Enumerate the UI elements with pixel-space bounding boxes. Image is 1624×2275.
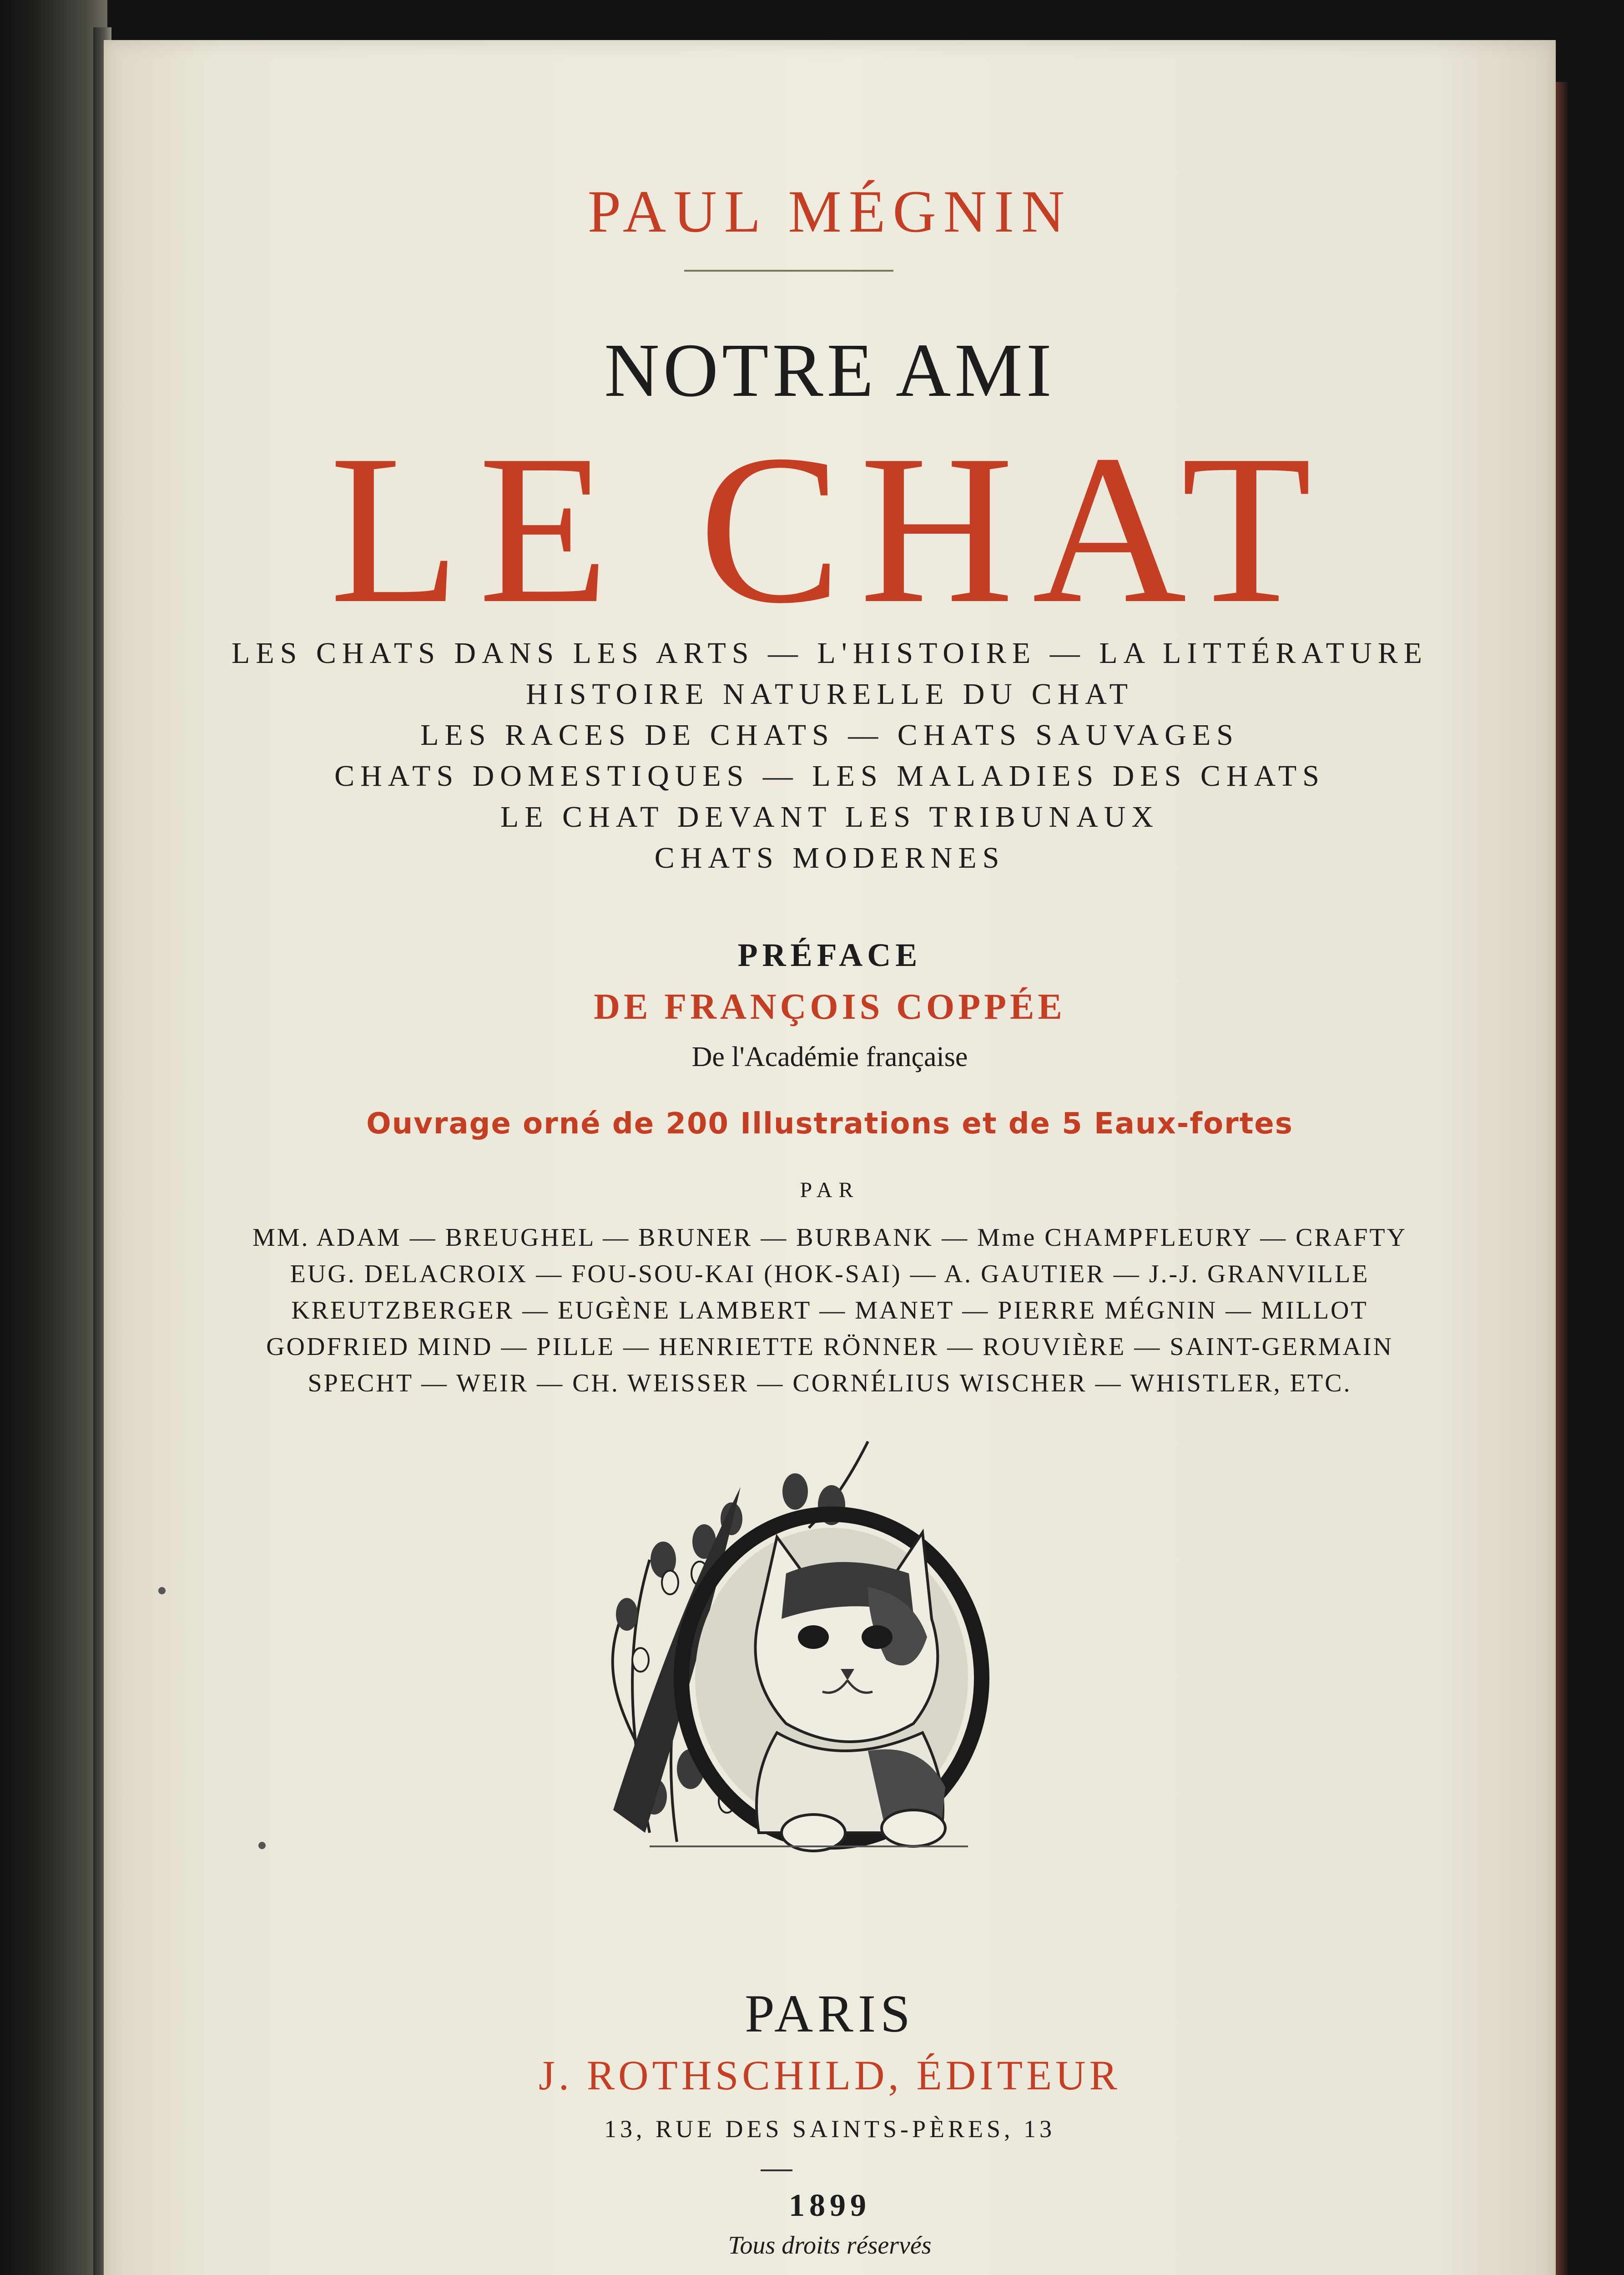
par-label: PAR bbox=[800, 1178, 860, 1202]
imprint-year: 1899 bbox=[789, 2188, 871, 2223]
illustrations-note: Ouvrage orné de 200 Illustrations et de 5 Eaux-fortes bbox=[366, 1107, 1293, 1141]
preface-label: PRÉFACE bbox=[737, 937, 922, 973]
imprint-city: PARIS bbox=[745, 1984, 915, 2043]
artists-line: MM. ADAM — BREUGHEL — BRUNER — BURBANK — Mme CHAMPFLEURY — CRAFTY bbox=[252, 1223, 1407, 1252]
topic-line: LES CHATS DANS LES ARTS — L'HISTOIRE — LA LITTÉRATURE bbox=[232, 637, 1428, 670]
author-name: PAUL MÉGNIN bbox=[587, 178, 1072, 245]
imprint-address: 13, RUE DES SAINTS-PÈRES, 13 bbox=[604, 2115, 1056, 2143]
imprint-rule bbox=[761, 2169, 792, 2171]
preface-affiliation: De l'Académie française bbox=[691, 1041, 968, 1072]
topic-line: LE CHAT DEVANT LES TRIBUNAUX bbox=[500, 800, 1160, 834]
paper-speck bbox=[158, 1587, 166, 1594]
topic-line: LES RACES DE CHATS — CHATS SAUVAGES bbox=[420, 718, 1239, 752]
artists-line: KREUTZBERGER — EUGÈNE LAMBERT — MANET — PIERRE MÉGNIN — MILLOT bbox=[291, 1296, 1368, 1325]
title-page bbox=[104, 40, 1556, 2275]
artists-line: SPECHT — WEIR — CH. WEISSER — CORNÉLIUS WISCHER — WHISTLER, ETC. bbox=[308, 1369, 1352, 1397]
paper-speck bbox=[258, 1842, 266, 1849]
imprint-rights: Tous droits réservés bbox=[728, 2231, 932, 2260]
preface-author: DE FRANÇOIS COPPÉE bbox=[594, 987, 1066, 1027]
topic-line: HISTOIRE NATURELLE DU CHAT bbox=[526, 677, 1134, 711]
cat-vignette-illustration bbox=[595, 1423, 1014, 1869]
artists-line: GODFRIED MIND — PILLE — HENRIETTE RÖNNER — ROUVIÈRE — SAINT-GERMAIN bbox=[266, 1333, 1393, 1361]
facing-page-edge bbox=[0, 0, 107, 2275]
book-title: LE CHAT bbox=[329, 410, 1330, 647]
topic-line: CHATS MODERNES bbox=[654, 841, 1005, 875]
artists-line: EUG. DELACROIX — FOU-SOU-KAI (HOK-SAI) — A. GAUTIER — J.-J. GRANVILLE bbox=[290, 1260, 1370, 1288]
ornamental-rule bbox=[684, 270, 893, 272]
subtitle: NOTRE AMI bbox=[604, 328, 1055, 413]
imprint-publisher: J. ROTHSCHILD, ÉDITEUR bbox=[539, 2052, 1121, 2098]
topic-line: CHATS DOMESTIQUES — LES MALADIES DES CHATS bbox=[334, 759, 1325, 793]
